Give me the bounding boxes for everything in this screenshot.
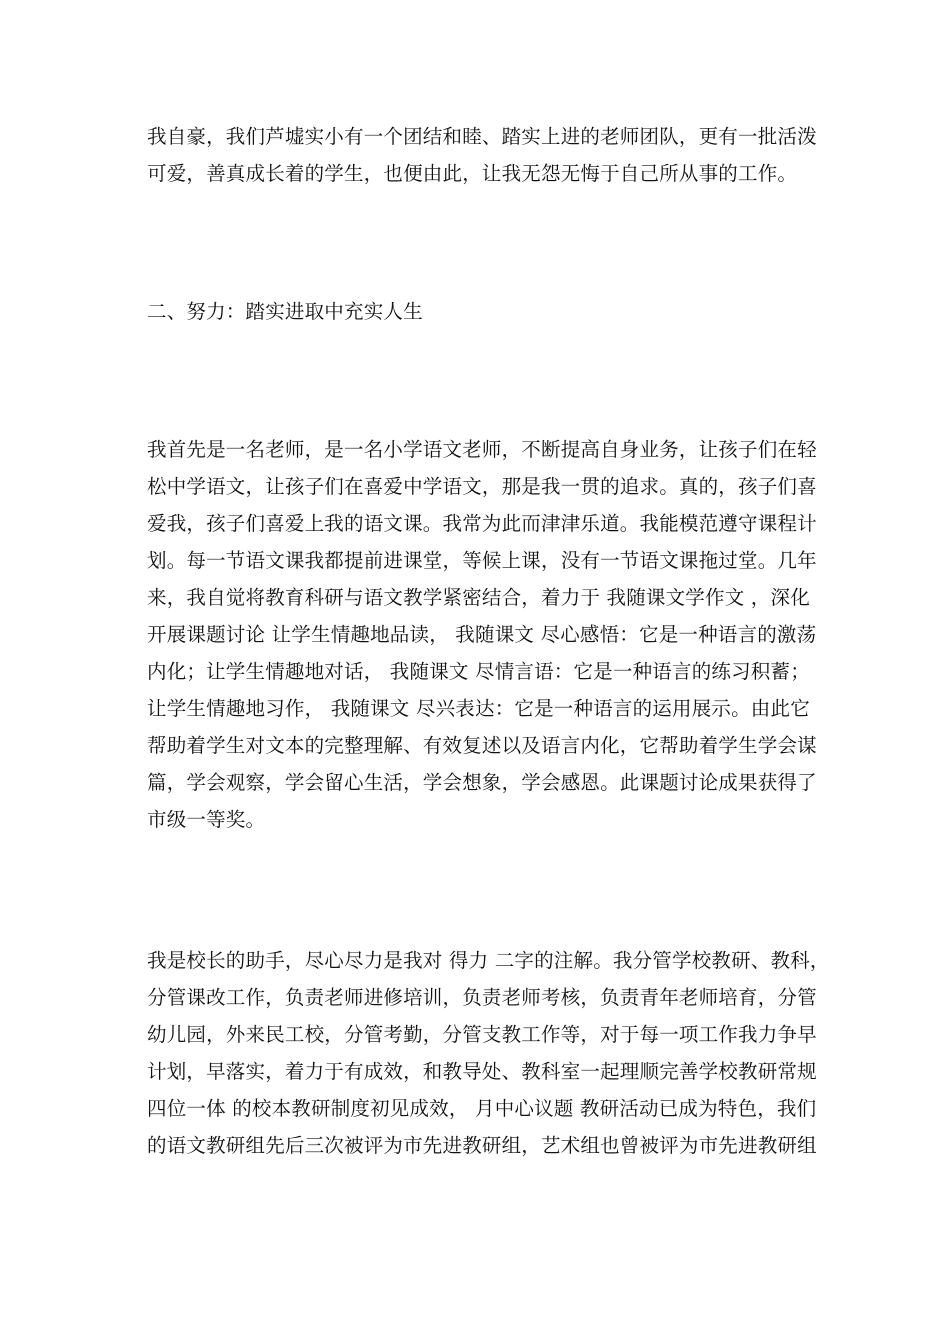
paragraph-2-line-1: 我首先是一名老师，是一名小学语文老师，不断提高自身业务，让孩子们在轻 — [147, 438, 817, 461]
paragraph-2-line-5: 来，我自觉将教育科研与语文教学紧密结合，着力于 我随课文学作文 ，深化 — [147, 586, 810, 609]
section-heading: 二、努力：踏实进取中充实人生 — [147, 300, 423, 323]
paragraph-3-line-3: 幼儿园，外来民工校，分管考勤，分管支教工作等，对于每一项工作我力争早 — [147, 1023, 817, 1046]
paragraph-3-line-4: 计划，早落实，着力于有成效，和教导处、教科室一起理顺完善学校教研常规 — [147, 1060, 817, 1083]
paragraph-2-line-10: 篇，学会观察，学会留心生活，学会想象，学会感恩。此课题讨论成果获得了 — [147, 771, 817, 794]
paragraph-2-line-11: 市级一等奖。 — [147, 808, 266, 831]
paragraph-3-line-5: 四位一体 的校本教研制度初见成效， 月中心议题 教研活动已成为特色，我们 — [147, 1097, 817, 1120]
paragraph-2-line-9: 帮助着学生对文本的完整理解、有效复述以及语言内化，它帮助着学生学会谋 — [147, 734, 817, 757]
paragraph-3-line-6: 的语文教研组先后三次被评为市先进教研组，艺术组也曾被评为市先进教研组 — [147, 1134, 817, 1157]
paragraph-3-line-1: 我是校长的助手，尽心尽力是我对 得力 二字的注解。我分管学校教研、教科， — [147, 949, 830, 972]
paragraph-2-line-3: 爱我，孩子们喜爱上我的语文课。我常为此而津津乐道。我能模范遵守课程计 — [147, 512, 817, 535]
paragraph-1-line-1: 我自豪，我们芦墟实小有一个团结和睦、踏实上进的老师团队，更有一批活泼 — [147, 125, 817, 148]
paragraph-2-line-7: 内化；让学生情趣地对话， 我随课文 尽情言语：它是一种语言的练习积蓄； — [147, 660, 810, 683]
paragraph-2-line-4: 划。每一节语文课我都提前进课堂，等候上课，没有一节语文课拖过堂。几年 — [147, 549, 817, 572]
paragraph-2-line-6: 开展课题讨论 让学生情趣地品读， 我随课文 尽心感悟：它是一种语言的激荡 — [147, 623, 817, 646]
paragraph-3-line-2: 分管课改工作，负责老师进修培训，负责老师考核，负责青年老师培育，分管 — [147, 986, 817, 1009]
paragraph-2-line-8: 让学生情趣地习作， 我随课文 尽兴表达：它是一种语言的运用展示。由此它 — [147, 697, 810, 720]
paragraph-2-line-2: 松中学语文，让孩子们在喜爱中学语文，那是我一贯的追求。真的，孩子们喜 — [147, 475, 817, 498]
paragraph-1-line-2: 可爱，善真成长着的学生，也便由此，让我无怨无悔于自己所从事的工作。 — [147, 162, 798, 185]
